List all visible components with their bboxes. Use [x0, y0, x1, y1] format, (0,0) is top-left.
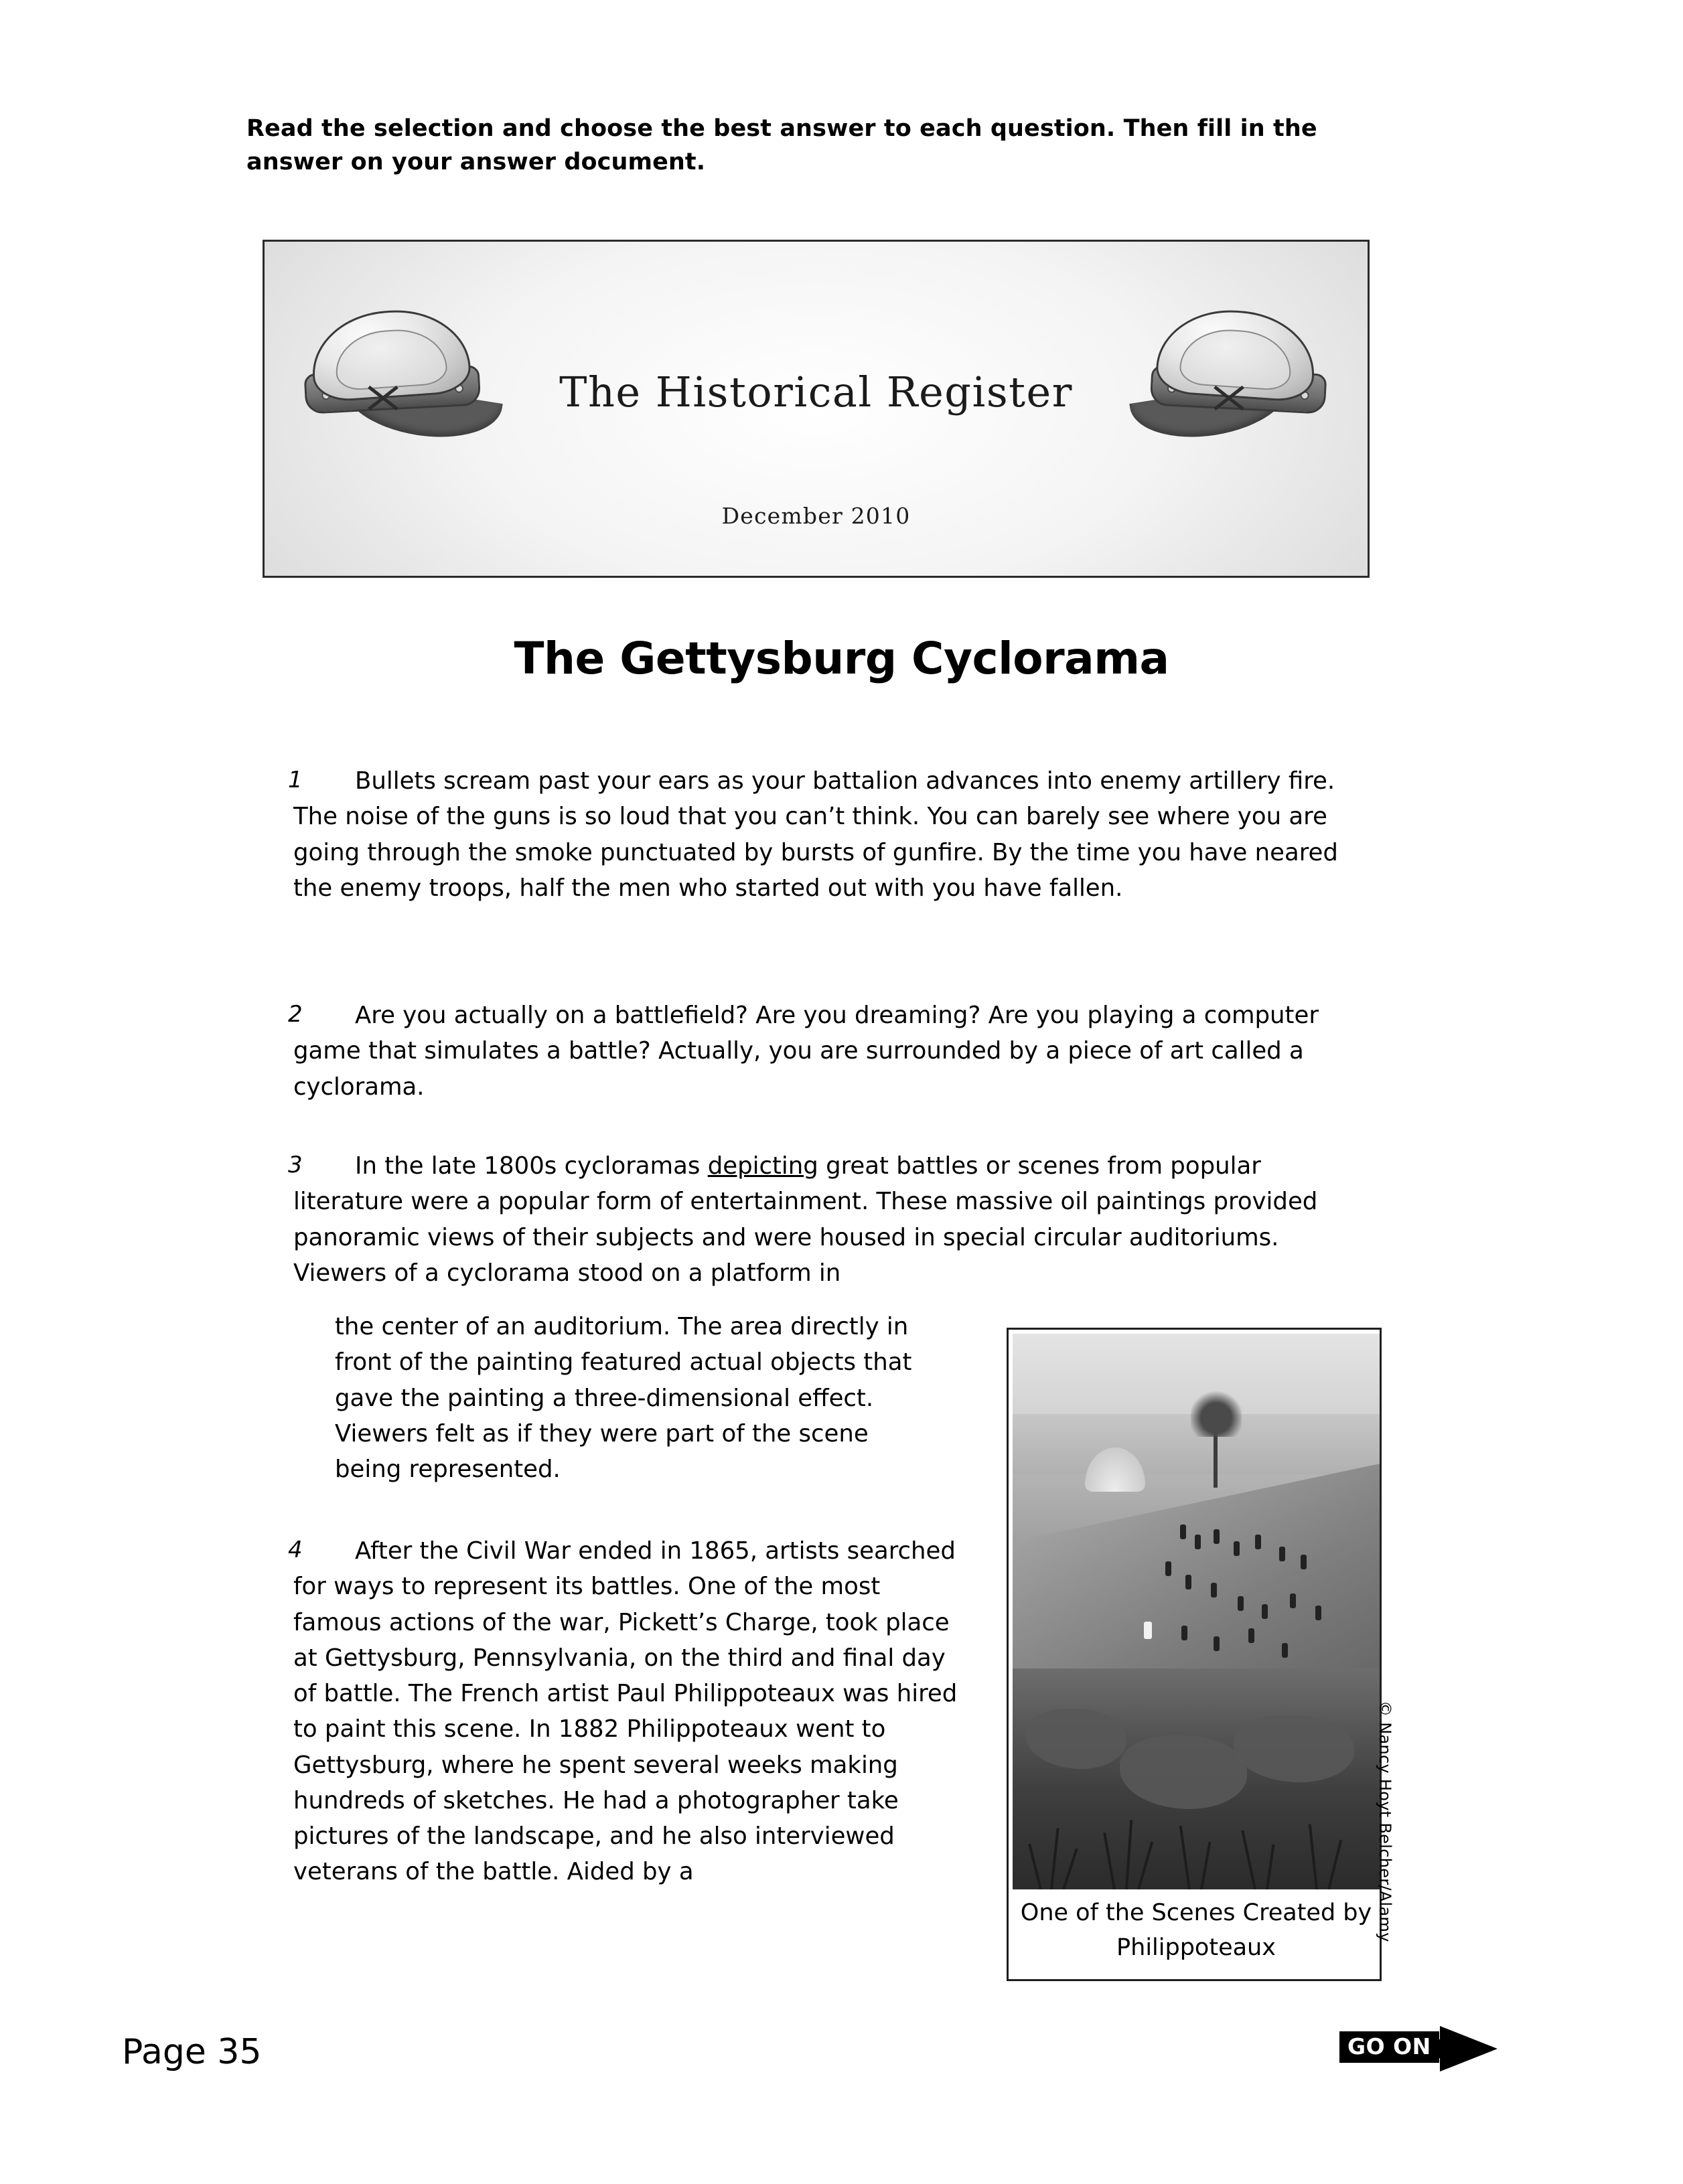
masthead-title: The Historical Register [559, 368, 1073, 416]
page-title: The Gettysburg Cyclorama [514, 633, 1169, 684]
masthead-date: December 2010 [721, 503, 911, 529]
paragraph-text-after: great battles or scenes from popular literature were a popular form of entertainment. These massive oil paintings provided panoramic views of their subjects and were housed in special circular auditoriums. Viewers of a cyclorama stood on a platform in [293, 1152, 1318, 1287]
paragraph-number: 2 [288, 1001, 303, 1028]
paragraph-text-before: In the late 1800s cycloramas [355, 1152, 708, 1180]
paragraph-4 [288, 1533, 970, 1890]
photo-tree [1214, 1414, 1218, 1488]
photo-soldier [1290, 1593, 1296, 1608]
paragraph-text: After the Civil War ended in 1865, artists searched for ways to represent its battles. One of the most famous actions of the war, Pickett’s Charge, took place at Gettysburg, Pennsylvania, on the third and final day of battle. The French artist Paul Philippoteaux was hired to paint this scene. In 1882 Philippoteaux went to Gettysburg, where he spent several weeks making hundreds of sketches. He had a photographer take pictures of the landscape, and he also interviewed veterans of the battle. Aided by a [293, 1537, 958, 1886]
figure-block [1007, 1328, 1382, 1981]
paragraph-number: 4 [288, 1537, 303, 1563]
paragraph-text [293, 1148, 1365, 1291]
photo-soldier [1211, 1583, 1217, 1597]
paragraph-number: 1 [288, 767, 303, 793]
paragraph-number: 3 [288, 1152, 303, 1178]
paragraph-3 [288, 1148, 1365, 1291]
photo-soldier [1255, 1535, 1261, 1549]
photo-soldier [1301, 1555, 1307, 1569]
photo-soldier [1234, 1541, 1240, 1556]
photo-soldier [1214, 1529, 1220, 1544]
paragraph-text: Bullets scream past your ears as your battalion advances into enemy artillery fire. The noise of the guns is so loud that you can’t think. You can barely see where you are going through the smoke punctuated by bursts of gunfire. By the time you have neared the enemy troops, half the men who started out with you have fallen. [293, 767, 1338, 902]
paragraph-text: Are you actually on a battlefield? Are you dreaming? Are you playing a computer game that simulates a battle? Actually, you are surrounded by a piece of art called a cyclorama. [293, 1002, 1319, 1101]
photo-soldier [1279, 1547, 1285, 1561]
paragraph-1 [288, 763, 1365, 906]
vocabulary-underlined-word: depicting [707, 1152, 818, 1180]
photo-soldier [1248, 1628, 1254, 1643]
photo-soldier [1238, 1596, 1244, 1611]
photo-soldier [1214, 1636, 1220, 1651]
paragraph-2 [288, 998, 1365, 1105]
masthead-border [263, 240, 1370, 578]
photo-soldier-white [1144, 1622, 1152, 1639]
figure-credit: © Nancy Hoyt Belcher/Alamy [1376, 1701, 1394, 1942]
paragraph-text: the center of an auditorium. The area directly in front of the painting featured actual objects that gave the painting a three-dimensional effect. Viewers felt as if they were part of the scene being represented. [335, 1313, 912, 1483]
go-on-indicator [1339, 2022, 1516, 2080]
photo-soldier [1181, 1626, 1187, 1640]
newspaper-masthead [263, 240, 1370, 529]
photo-soldier [1185, 1575, 1191, 1589]
photo-soldier [1282, 1643, 1288, 1658]
photo-soldier [1262, 1604, 1268, 1619]
photo-soldier [1180, 1525, 1186, 1539]
instruction-text: Read the selection and choose the best answer to each question. Then fill in the answer on your answer document. [246, 115, 1317, 175]
figure-caption: One of the Scenes Created by Philippoteaux [1020, 1899, 1372, 1961]
go-on-label: GO ON [1339, 2031, 1439, 2063]
photo-soldier [1315, 1606, 1321, 1620]
go-on-arrow-icon [1440, 2026, 1497, 2072]
paragraph-3-continued [335, 1309, 924, 1487]
photo-soldier [1165, 1561, 1171, 1576]
battlefield-cyclorama-photo [1013, 1334, 1380, 1889]
photo-soldier [1195, 1535, 1201, 1549]
figure-frame [1007, 1328, 1382, 1981]
page-number: Page 35 [122, 2032, 262, 2072]
